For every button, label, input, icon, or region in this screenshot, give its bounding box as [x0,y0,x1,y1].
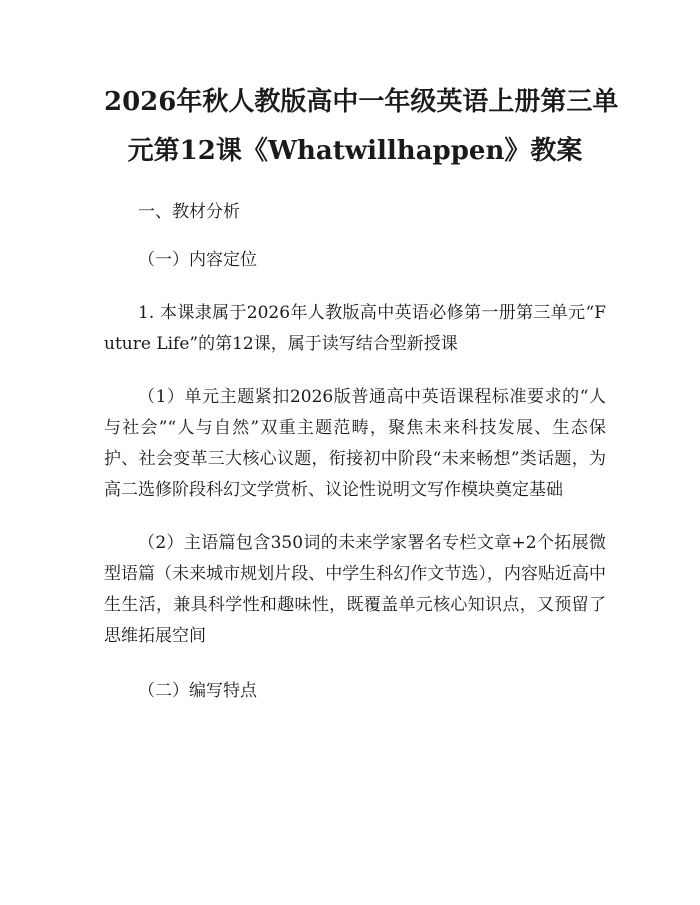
title-line-1: 2026年秋人教版高中一年级英语上册第三单 [104,87,619,117]
paragraph-unit-theme: （1）单元主题紧扣2026版普通高中英语课程标准要求的“人与社会”“人与自然”双重主题范畴，聚焦未来科技发展、生态保护、社会变革三大核心议题，衔接初中阶段“未来畅想”类话题，为高二选修阶段科幻文学赏析、议论性说明文写作模块奠定基础 [104,387,606,500]
subsection-heading-writing-features: （二）编写特点 [138,681,257,701]
title-line-2: 元第12课《Whatwillhappen》教案 [127,136,583,166]
subsection-heading-content-positioning: （一）内容定位 [138,250,257,270]
document-body [104,197,606,707]
paragraph-main-text: （2）主语篇包含350词的未来学家署名专栏文章+2个拓展微型语篇（未来城市规划片段、中学生科幻作文节选），内容贴近高中生生活，兼具科学性和趣味性，既覆盖单元核心知识点，又预留了思维拓展空间 [104,533,606,646]
section-heading-textbook-analysis: 一、教材分析 [138,202,240,222]
document-title [104,78,619,176]
paragraph-course-overview: 1. 本课隶属于2026年人教版高中英语必修第一册第三单元“Future Life”的第12课，属于读写结合型新授课 [104,303,606,354]
